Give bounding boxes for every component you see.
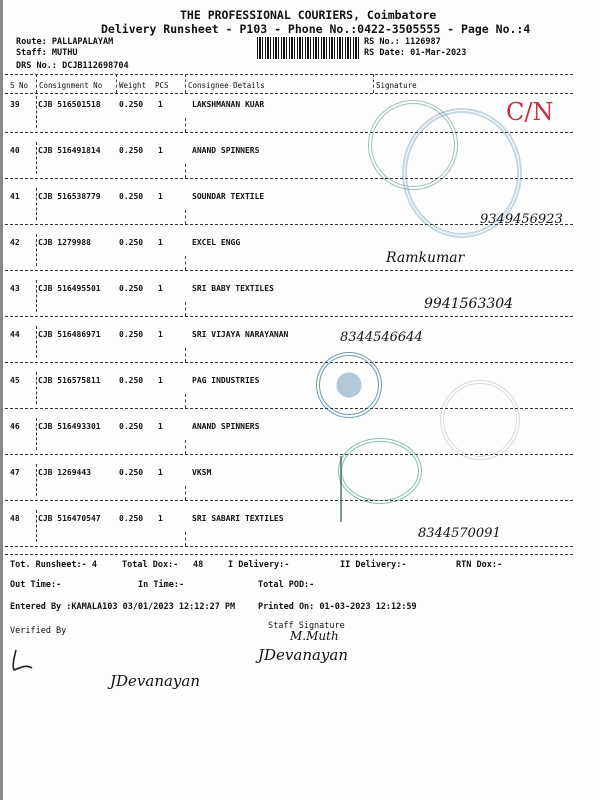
staff-signature-label: Staff Signature <box>268 621 345 631</box>
col-divider <box>373 74 374 93</box>
row-divider <box>185 302 186 316</box>
row-rule <box>5 362 573 363</box>
row-weight: 0.250 <box>119 284 144 293</box>
row-consignment-no: CJB 516538779 <box>38 192 101 201</box>
total-dox-value: 48 <box>193 560 204 570</box>
table-header-rule <box>5 93 573 94</box>
row-consignee: PAG INDUSTRIES <box>192 376 260 385</box>
in-time: In Time:- <box>138 580 185 590</box>
row-weight: 0.250 <box>119 376 144 385</box>
row-pcs: 1 <box>158 192 163 201</box>
runsheet-subtitle: Delivery Runsheet - P103 - Phone No.:0422-3505555 - Page No.:4 <box>101 22 531 36</box>
handwritten-signature: 9941563304 <box>424 296 514 312</box>
row-divider <box>185 118 186 132</box>
company-stamp-icon <box>440 380 520 460</box>
row-rule <box>5 316 573 317</box>
drs-label: DRS No.: <box>16 61 57 71</box>
row-divider <box>36 280 37 312</box>
row-consignment-no: CJB 1269443 <box>38 468 91 477</box>
row-rule <box>5 500 573 501</box>
row-sno: 48 <box>10 514 20 523</box>
row-divider <box>185 256 186 270</box>
rs-no-label: RS No.: <box>364 37 400 47</box>
handwritten-signature: Ramkumar <box>386 250 465 266</box>
row-consignment-no: CJB 516493301 <box>38 422 101 431</box>
row-sno: 42 <box>10 238 20 247</box>
row-consignee: SOUNDAR TEXTILE <box>192 192 265 201</box>
row-weight: 0.250 <box>119 192 144 201</box>
printed-on: Printed On: 01-03-2023 12:12:59 <box>258 602 417 612</box>
row-pcs: 1 <box>158 468 163 477</box>
handwritten-note: C/N <box>506 98 554 126</box>
row-pcs: 1 <box>158 330 163 339</box>
row-weight: 0.250 <box>119 330 144 339</box>
rs-no-line <box>364 37 441 47</box>
total-pod: Total POD:- <box>258 580 315 590</box>
row-divider <box>36 188 37 220</box>
row-divider <box>36 96 37 128</box>
stamp-frame-line <box>340 456 342 522</box>
rtn-dox: RTN Dox:- <box>456 560 503 570</box>
row-pcs: 1 <box>158 284 163 293</box>
rs-no-value: 1126987 <box>404 37 441 47</box>
row-divider <box>185 164 186 178</box>
row-divider <box>36 326 37 358</box>
col-divider <box>185 74 186 93</box>
out-time: Out Time:- <box>10 580 62 590</box>
col-header-signature: Signature <box>376 81 417 90</box>
row-rule <box>5 546 573 547</box>
col-divider <box>116 74 117 93</box>
row-divider <box>185 440 186 454</box>
rs-date-line <box>364 48 466 58</box>
route-value: PALLAPALAYAM <box>51 37 114 47</box>
staff-label: Staff: <box>16 48 47 58</box>
row-rule <box>5 270 573 271</box>
company-stamp-icon <box>338 438 422 504</box>
row-consignment-no: CJB 516470547 <box>38 514 101 523</box>
row-consignment-no: CJB 516491814 <box>38 146 101 155</box>
verified-by: Verified By <box>10 626 67 636</box>
row-consignee: SRI SABARI TEXTILES <box>192 514 284 523</box>
row-pcs: 1 <box>158 514 163 523</box>
tot-runsheet: Tot. Runsheet:- 4 <box>10 560 97 570</box>
i-delivery: I Delivery:- <box>228 560 290 570</box>
footer-rule <box>5 554 573 555</box>
row-divider <box>185 532 186 546</box>
handwritten-signature: JDevanayan <box>110 672 201 690</box>
row-weight: 0.250 <box>119 514 144 523</box>
row-sno: 40 <box>10 146 20 155</box>
row-divider <box>185 348 186 362</box>
drs-value: DCJB112698704 <box>62 61 129 71</box>
col-header-sno: S No <box>10 81 29 90</box>
col-header-weight: Weight <box>119 81 147 90</box>
row-divider <box>185 486 186 500</box>
handwritten-mark-icon <box>10 648 36 674</box>
row-divider <box>185 394 186 408</box>
row-sno: 43 <box>10 284 20 293</box>
row-consignee: LAKSHMANAN KUAR <box>192 100 265 109</box>
col-divider <box>36 74 37 93</box>
row-consignment-no: CJB 516495501 <box>38 284 101 293</box>
col-header-consignment: Consignment No <box>39 81 103 90</box>
drs-line <box>16 61 129 71</box>
row-divider <box>36 510 37 542</box>
row-consignee: SRI VIJAYA NARAYANAN <box>192 330 289 339</box>
row-weight: 0.250 <box>119 422 144 431</box>
route-label: Route: <box>16 37 47 47</box>
row-divider <box>36 464 37 496</box>
ii-delivery: II Delivery:- <box>340 560 407 570</box>
row-pcs: 1 <box>158 146 163 155</box>
rs-date-label: RS Date: <box>364 48 405 58</box>
row-sno: 41 <box>10 192 20 201</box>
row-sno: 45 <box>10 376 20 385</box>
row-consignment-no: CJB 1279988 <box>38 238 91 247</box>
row-consignment-no: CJB 516575811 <box>38 376 101 385</box>
row-sno: 44 <box>10 330 20 339</box>
barcode-image <box>257 37 360 59</box>
col-header-pcs: PCS <box>155 81 169 90</box>
company-stamp-icon <box>316 352 382 418</box>
table-top-rule <box>5 74 573 75</box>
row-pcs: 1 <box>158 238 163 247</box>
row-sno: 39 <box>10 100 20 109</box>
row-divider <box>36 372 37 404</box>
row-consignment-no: CJB 516501518 <box>38 100 101 109</box>
entered-by: Entered By :KAMALA103 03/01/2023 12:12:27 PM <box>10 602 236 612</box>
col-header-consignee: Consignee Details <box>188 81 265 90</box>
row-consignee: ANAND SPINNERS <box>192 422 260 431</box>
row-divider <box>36 234 37 266</box>
row-consignee: EXCEL ENGG <box>192 238 241 247</box>
total-dox-label: Total Dox:- <box>122 560 179 570</box>
row-divider <box>36 418 37 450</box>
row-weight: 0.250 <box>119 468 144 477</box>
handwritten-signature: 9349456923 <box>480 212 563 227</box>
staff-line <box>16 48 77 58</box>
scan-edge <box>0 0 3 800</box>
row-pcs: 1 <box>158 422 163 431</box>
staff-value: MUTHU <box>51 48 78 58</box>
row-weight: 0.250 <box>119 146 144 155</box>
row-divider <box>36 142 37 174</box>
handwritten-signature: M.Muth <box>290 629 339 643</box>
row-consignment-no: CJB 516486971 <box>38 330 101 339</box>
row-weight: 0.250 <box>119 100 144 109</box>
route-line <box>16 37 113 47</box>
row-pcs: 1 <box>158 376 163 385</box>
row-sno: 46 <box>10 422 20 431</box>
handwritten-signature: 8344570091 <box>418 526 501 541</box>
row-consignee: VKSM <box>192 468 212 477</box>
handwritten-signature: 8344546644 <box>340 330 423 345</box>
rs-date-value: 01-Mar-2023 <box>410 48 467 58</box>
row-pcs: 1 <box>158 100 163 109</box>
row-weight: 0.250 <box>119 238 144 247</box>
row-divider <box>185 210 186 224</box>
row-consignee: SRI BABY TEXTILES <box>192 284 274 293</box>
company-title: THE PROFESSIONAL COURIERS, Coimbatore <box>180 8 437 22</box>
row-consignee: ANAND SPINNERS <box>192 146 260 155</box>
row-sno: 47 <box>10 468 20 477</box>
handwritten-signature: JDevanayan <box>258 646 349 664</box>
